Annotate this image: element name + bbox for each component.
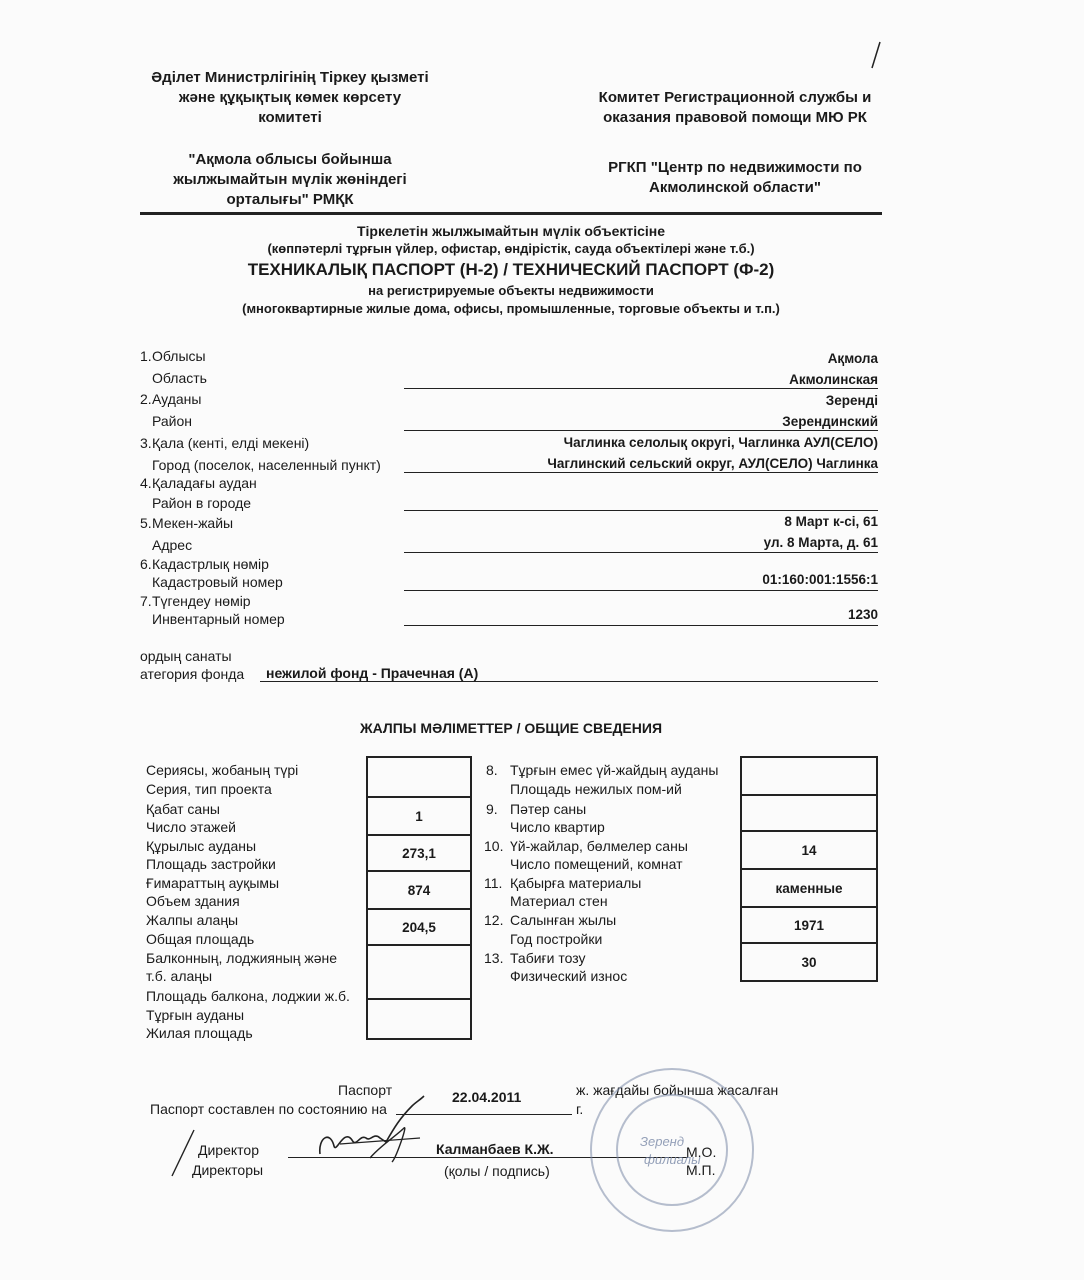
item-label-kz: Қабырға материалы (510, 875, 642, 891)
item-label-ru: Площадь застройки (146, 856, 276, 872)
field-label-kz: Облысы (152, 348, 206, 364)
item-label-kz: Ғимараттың ауқымы (146, 875, 280, 891)
item-label-kz: Площадь балкона, лоджии ж.б. (146, 988, 350, 1004)
item-label-ru: Материал стен (510, 893, 608, 909)
field-number: 7. (140, 593, 152, 609)
header-right-line: РГКП "Центр по недвижимости по (608, 159, 862, 176)
stamp-mark-kz: М.О. (686, 1144, 717, 1160)
header-right (560, 88, 910, 198)
field-label-kz: Мекен-жайы (152, 515, 234, 531)
header-left-line: Әділет Министрлігінің Тіркеу қызметі (151, 69, 429, 86)
value-box-wall-material: каменные (740, 868, 878, 908)
year-suffix: г. (576, 1101, 584, 1117)
header-divider (140, 212, 882, 215)
state-label-kz: ж. жағдайы бойынша жасалған (576, 1082, 779, 1098)
field-value-ru: 1230 (847, 607, 878, 622)
title-ru-2: (многоквартирные жилые дома, офисы, промышленные, торговые объекты и т.п.) (242, 301, 780, 316)
field-label-ru: Район в городе (152, 495, 252, 511)
field-value-kz: Ақмола (827, 351, 878, 366)
field-label-ru: Адрес (152, 537, 193, 553)
field-number: 2. (140, 391, 152, 407)
title-kz-1: Тіркелетін жылжымайтын мүлік объектісіне (356, 223, 666, 239)
value-box-floors: 1 (366, 796, 472, 836)
seal-text: филиалы (644, 1152, 701, 1167)
general-info-title: ЖАЛПЫ МӘЛІМЕТТЕР / ОБЩИЕ СВЕДЕНИЯ (359, 720, 663, 736)
seal-text: Зеренд (640, 1134, 685, 1149)
header-left-line: орталығы" РМҚК (226, 191, 354, 208)
passport-date: 22.04.2011 (452, 1089, 522, 1105)
value-box-balcony-area (366, 944, 472, 1000)
item-label-ru: Число помещений, комнат (510, 856, 683, 872)
value-box-volume: 874 (366, 870, 472, 910)
field-number: 5. (140, 515, 152, 531)
item-label-kz: Сериясы, жобаның түрі (146, 762, 299, 778)
field-label-kz: Кадастрлық нөмір (152, 556, 269, 572)
official-seal-inner (616, 1094, 728, 1206)
field-label-ru: Город (поселок, населенный пункт) (152, 457, 381, 473)
field-label-ru: Кадастровый номер (152, 574, 283, 590)
header-left-line: және құқықтық көмек көрсету (178, 89, 402, 106)
item-number: 12. (484, 912, 504, 928)
field-label-ru: Инвентарный номер (152, 611, 285, 627)
field-value-ru: Чаглинский сельский округ, АУЛ(СЕЛО) Чаглинка (547, 456, 878, 471)
director-label-kz: Директоры (192, 1162, 264, 1178)
field-value-ru: ул. 8 Марта, д. 61 (763, 535, 878, 550)
header-left (140, 68, 440, 210)
item-label-ru: Год постройки (510, 931, 603, 947)
field-label-ru: Район (152, 413, 192, 429)
item-number: 9. (486, 801, 498, 817)
item-label-kz: Тұрғын емес үй-жайдың ауданы (510, 762, 719, 778)
item-label-ru: Объем здания (146, 893, 240, 909)
field-value-kz: Чаглинка селолық округі, Чаглинка АУЛ(СЕЛО) (563, 435, 878, 450)
value-box-wear: 30 (740, 942, 878, 982)
signature (300, 1088, 460, 1166)
slash-mark (168, 1128, 198, 1178)
item-number: 8. (486, 762, 498, 778)
item-label-kz: Пәтер саны (510, 801, 587, 817)
field-label-kz: Түгендеу нөмір (152, 593, 251, 609)
field-value-ru: 01:160:001:1556:1 (762, 572, 878, 587)
item-number: 10. (484, 838, 504, 854)
header-right-line: оказания правовой помощи МЮ РК (603, 109, 867, 126)
item-label-ru: Число этажей (146, 819, 237, 835)
field-number: 3. (140, 435, 152, 451)
value-box-built-area: 273,1 (366, 834, 472, 872)
category-value: нежилой фонд - Прачечная (А) (266, 665, 479, 681)
field-label-kz: Қала (кенті, елді мекені) (152, 435, 310, 451)
header-right-line: Акмолинской области" (649, 179, 821, 196)
item-label-ru: Физический износ (510, 968, 628, 984)
header-left-line: "Ақмола облысы бойынша (188, 151, 392, 168)
value-box-total-area: 204,5 (366, 908, 472, 946)
corner-mark (868, 40, 884, 70)
category-label-kz: ордың санаты (140, 648, 232, 664)
passport-label-ru: Паспорт составлен по состоянию на (150, 1101, 387, 1117)
item-label-ru: Площадь нежилых пом-ий (510, 781, 682, 797)
field-value-kz: Зеренді (825, 393, 878, 408)
document-title: ТЕХНИКАЛЫҚ ПАСПОРТ (Н-2) / ТЕХНИЧЕСКИЙ ПАСПОРТ (Ф-2) (247, 260, 775, 279)
field-value-ru: Акмолинская (789, 372, 878, 387)
item-label-kz: Табиғи тозу (510, 950, 586, 966)
item-number: 13. (484, 950, 504, 966)
item-label-ru: Жилая площадь (146, 1025, 253, 1041)
field-number: 6. (140, 556, 152, 572)
passport-label-kz: Паспорт (338, 1082, 393, 1098)
value-box-apartments (740, 794, 878, 832)
item-label-kz: Тұрғын ауданы (146, 1007, 245, 1023)
header-left-line: жылжымайтын мүлік жөніндегі (173, 171, 407, 188)
item-label-kz: Құрылыс ауданы (146, 838, 257, 854)
field-value-ru: Зерендинский (782, 414, 878, 429)
title-kz-2: (көппәтерлі тұрғын үйлер, офистар, өндірістік, сауда объектілері және т.б.) (267, 241, 755, 256)
item-label-kz: Балконның, лоджияның және (146, 950, 338, 966)
value-box-series (366, 756, 472, 798)
item-label-kz: Қабат саны (146, 801, 220, 817)
field-number: 4. (140, 475, 152, 491)
field-label-ru: Область (152, 370, 207, 386)
header-left-line: комитеті (258, 109, 322, 126)
stamp-mark-ru: М.П. (686, 1162, 716, 1178)
title-block (140, 222, 882, 318)
director-name: Калманбаев К.Ж. (436, 1141, 554, 1157)
item-label-ru: Серия, тип проекта (146, 781, 272, 797)
value-box-year-built: 1971 (740, 906, 878, 944)
title-ru-1: на регистрируемые объекты недвижимости (368, 283, 654, 298)
item-label-ru: Число квартир (510, 819, 605, 835)
header-right-line: Комитет Регистрационной службы и (598, 89, 872, 106)
item-label-kz: Үй-жайлар, бөлмелер саны (510, 838, 688, 854)
value-box-living-area (366, 998, 472, 1040)
field-label-kz: Ауданы (152, 391, 202, 407)
item-label-ru: т.б. алаңы (146, 968, 213, 984)
field-number: 1. (140, 348, 152, 364)
item-number: 11. (484, 875, 503, 891)
category-label-ru: атегория фонда (140, 666, 245, 682)
field-label-kz: Қаладағы аудан (152, 475, 257, 491)
director-label-ru: Директор (198, 1142, 259, 1158)
signature-caption: (қолы / подпись) (444, 1163, 550, 1179)
value-box-rooms: 14 (740, 830, 878, 870)
field-value-kz: 8 Март к-сі, 61 (784, 514, 878, 529)
value-box-nonres-area (740, 756, 878, 796)
item-label-kz: Салынған жылы (510, 912, 617, 928)
item-label-kz: Жалпы алаңы (146, 912, 239, 928)
item-label-ru: Общая площадь (146, 931, 255, 947)
